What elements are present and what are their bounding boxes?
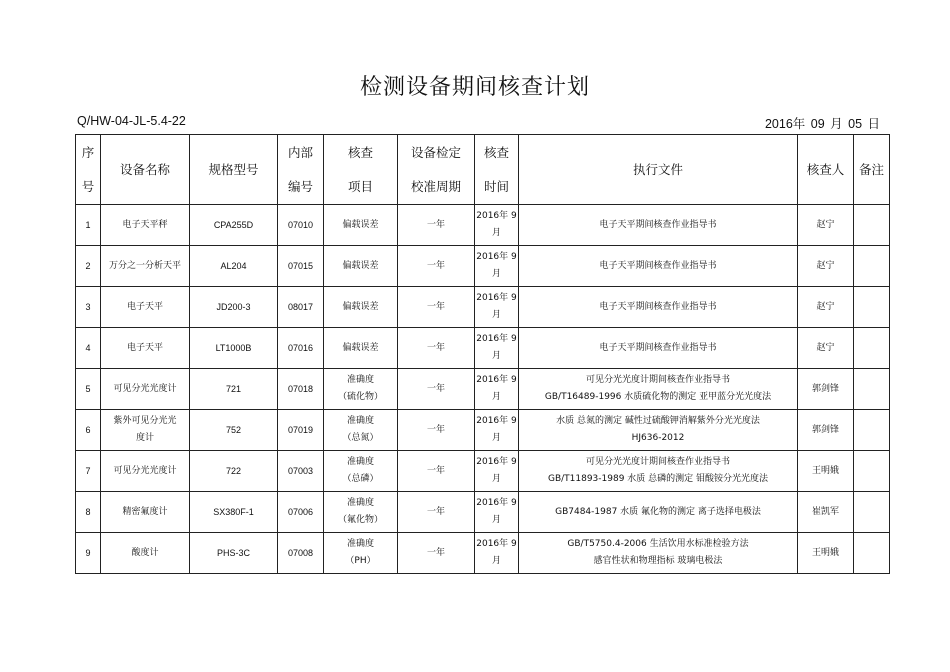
cell-cycle: 一年 — [398, 287, 475, 328]
table-row — [76, 328, 890, 369]
cell-time-line: 月 — [491, 474, 501, 484]
cell-checker: 赵宁 — [798, 287, 854, 328]
cell-time — [475, 533, 519, 574]
cell-name — [101, 205, 190, 246]
cell-time-line: 月 — [491, 515, 501, 525]
cell-item — [324, 533, 398, 574]
cell-doc-line: 电子天平期间核查作业指导书 — [599, 301, 717, 312]
cell-item — [324, 451, 398, 492]
cell-time-line: 2016年 9 — [476, 293, 517, 303]
cell-name — [101, 246, 190, 287]
table-row — [76, 246, 890, 287]
cell-seq: 6 — [76, 410, 101, 451]
cell-item — [324, 328, 398, 369]
cell-time-line: 2016年 9 — [476, 375, 517, 385]
cell-doc-line: HJ636-2012 — [631, 433, 685, 443]
cell-item — [324, 369, 398, 410]
cell-seq: 8 — [76, 492, 101, 533]
cell-time-line: 月 — [491, 269, 501, 279]
cell-name-line: 酸度计 — [131, 547, 159, 558]
cell-name — [101, 287, 190, 328]
cell-cycle: 一年 — [398, 205, 475, 246]
cell-name-line: 度计 — [135, 433, 154, 443]
table-body — [76, 205, 890, 574]
cell-cycle: 一年 — [398, 492, 475, 533]
cell-name — [101, 492, 190, 533]
table-row — [76, 205, 890, 246]
cell-checker: 郭剑锋 — [798, 410, 854, 451]
cell-name — [101, 410, 190, 451]
header-checker: 核查人 — [798, 135, 854, 205]
cell-cycle: 一年 — [398, 246, 475, 287]
cell-internal-no: 07015 — [278, 246, 324, 287]
header-item: 核查 项目 — [324, 135, 398, 205]
cell-name-line: 可见分光光度计 — [113, 383, 177, 394]
header-time: 核查 时间 — [475, 135, 519, 205]
cell-item — [324, 246, 398, 287]
cell-checker: 赵宁 — [798, 328, 854, 369]
cell-time-line: 2016年 9 — [476, 252, 517, 262]
cell-checker: 崔凯军 — [798, 492, 854, 533]
table-row — [76, 369, 890, 410]
cell-time-line: 月 — [491, 351, 501, 361]
cell-time-line: 2016年 9 — [476, 539, 517, 549]
cell-cycle: 一年 — [398, 328, 475, 369]
cell-name-line: 精密氟度计 — [122, 506, 168, 517]
cell-time-line: 月 — [491, 433, 501, 443]
cell-model: 721 — [190, 369, 278, 410]
table-row — [76, 492, 890, 533]
header-cycle: 设备检定 校准周期 — [398, 135, 475, 205]
cell-doc — [519, 410, 798, 451]
cell-cycle: 一年 — [398, 369, 475, 410]
cell-model: 752 — [190, 410, 278, 451]
cell-item-line: （PH） — [345, 556, 376, 566]
cell-doc-line: GB/T16489-1996 水质硫化物的测定 亚甲蓝分光光度法 — [544, 392, 772, 402]
cell-time — [475, 369, 519, 410]
header-remark: 备注 — [854, 135, 890, 205]
cell-item-line: 偏载误差 — [342, 219, 379, 230]
cell-item-line: （总磷） — [342, 474, 379, 484]
table-row — [76, 451, 890, 492]
cell-internal-no: 07018 — [278, 369, 324, 410]
cell-time — [475, 328, 519, 369]
cell-name-line: 电子天平 — [126, 342, 163, 353]
cell-doc-line: GB/T5750.4-2006 生活饮用水标准检验方法 — [567, 539, 749, 549]
document-code: Q/HW-04-JL-5.4-22 — [77, 114, 186, 128]
cell-doc-line: 水质 总氮的测定 碱性过硫酸钾消解紫外分光光度法 — [556, 416, 760, 426]
cell-cycle: 一年 — [398, 533, 475, 574]
cell-name — [101, 369, 190, 410]
cell-doc — [519, 492, 798, 533]
inspection-plan-table — [75, 134, 890, 574]
cell-time-line: 2016年 9 — [476, 416, 517, 426]
cell-doc — [519, 533, 798, 574]
header-doc: 执行文件 — [519, 135, 798, 205]
cell-item — [324, 205, 398, 246]
cell-doc-line: GB/T11893-1989 水质 总磷的测定 钼酸铵分光光度法 — [547, 474, 769, 484]
cell-item-line: （硫化物） — [337, 392, 383, 402]
cell-internal-no: 07006 — [278, 492, 324, 533]
cell-checker: 郭剑锋 — [798, 369, 854, 410]
cell-doc-line: 电子天平期间核查作业指导书 — [599, 260, 717, 271]
cell-checker: 王明娥 — [798, 451, 854, 492]
cell-doc — [519, 246, 798, 287]
cell-internal-no: 07010 — [278, 205, 324, 246]
cell-internal-no: 07008 — [278, 533, 324, 574]
cell-remark — [854, 533, 890, 574]
cell-time-line: 月 — [491, 310, 501, 320]
cell-remark — [854, 369, 890, 410]
cell-item-line: 准确度 — [346, 416, 374, 426]
cell-time — [475, 492, 519, 533]
cell-doc — [519, 369, 798, 410]
cell-doc-line: 电子天平期间核查作业指导书 — [599, 342, 717, 353]
cell-name-line: 电子天平 — [126, 301, 163, 312]
cell-time-line: 2016年 9 — [476, 457, 517, 467]
cell-seq: 4 — [76, 328, 101, 369]
cell-item — [324, 287, 398, 328]
cell-item — [324, 492, 398, 533]
cell-time — [475, 205, 519, 246]
cell-item-line: （氟化物） — [337, 515, 383, 525]
cell-model: SX380F-1 — [190, 492, 278, 533]
cell-name-line: 可见分光光度计 — [113, 465, 177, 476]
cell-time-line: 2016年 9 — [476, 211, 517, 221]
cell-model: 722 — [190, 451, 278, 492]
header-internal-no: 内部 编号 — [278, 135, 324, 205]
cell-item-line: 准确度 — [346, 539, 374, 549]
cell-item-line: 偏载误差 — [342, 260, 379, 271]
cell-model: LT1000B — [190, 328, 278, 369]
cell-doc-line: 可见分光光度计期间核查作业指导书 — [585, 457, 730, 467]
cell-remark — [854, 246, 890, 287]
cell-name — [101, 533, 190, 574]
cell-internal-no: 08017 — [278, 287, 324, 328]
cell-name-line: 电子天平秤 — [122, 219, 168, 230]
cell-time-line: 2016年 9 — [476, 498, 517, 508]
cell-time-line: 月 — [491, 556, 501, 566]
cell-name — [101, 328, 190, 369]
cell-time — [475, 410, 519, 451]
cell-doc-line: 感官性状和物理指标 玻璃电极法 — [593, 556, 723, 566]
cell-remark — [854, 451, 890, 492]
cell-cycle: 一年 — [398, 410, 475, 451]
cell-remark — [854, 492, 890, 533]
cell-remark — [854, 328, 890, 369]
header-model: 规格型号 — [190, 135, 278, 205]
cell-model: PHS-3C — [190, 533, 278, 574]
cell-model: AL204 — [190, 246, 278, 287]
header-row — [76, 135, 890, 205]
table-row — [76, 287, 890, 328]
cell-time — [475, 246, 519, 287]
header-seq: 序 号 — [76, 135, 101, 205]
table-row — [76, 533, 890, 574]
cell-doc — [519, 287, 798, 328]
cell-remark — [854, 410, 890, 451]
cell-model: JD200-3 — [190, 287, 278, 328]
cell-checker: 赵宁 — [798, 246, 854, 287]
cell-item-line: 准确度 — [346, 375, 374, 385]
header-name: 设备名称 — [101, 135, 190, 205]
cell-time-line: 月 — [491, 392, 501, 402]
cell-time — [475, 287, 519, 328]
cell-time-line: 月 — [491, 228, 501, 238]
cell-remark — [854, 287, 890, 328]
table-row — [76, 410, 890, 451]
cell-item-line: 偏载误差 — [342, 301, 379, 312]
document-title: 检测设备期间核查计划 — [359, 75, 590, 100]
cell-item-line: 准确度 — [346, 498, 374, 508]
cell-doc-line: GB7484-1987 水质 氟化物的测定 离子选择电极法 — [555, 506, 761, 517]
cell-internal-no: 07016 — [278, 328, 324, 369]
cell-time-line: 2016年 9 — [476, 334, 517, 344]
cell-seq: 2 — [76, 246, 101, 287]
cell-seq: 1 — [76, 205, 101, 246]
document-date: 2016年 09 月 05 日 — [764, 117, 880, 131]
cell-cycle: 一年 — [398, 451, 475, 492]
cell-checker: 王明娥 — [798, 533, 854, 574]
cell-item — [324, 410, 398, 451]
cell-doc — [519, 205, 798, 246]
cell-seq: 5 — [76, 369, 101, 410]
cell-doc — [519, 451, 798, 492]
cell-model: CPA255D — [190, 205, 278, 246]
cell-doc — [519, 328, 798, 369]
cell-item-line: （总氮） — [342, 433, 379, 443]
cell-internal-no: 07003 — [278, 451, 324, 492]
cell-item-line: 准确度 — [346, 457, 374, 467]
cell-name — [101, 451, 190, 492]
cell-checker: 赵宁 — [798, 205, 854, 246]
cell-seq: 7 — [76, 451, 101, 492]
cell-remark — [854, 205, 890, 246]
cell-time — [475, 451, 519, 492]
cell-doc-line: 可见分光光度计期间核查作业指导书 — [585, 375, 730, 385]
cell-name-line: 万分之一分析天平 — [108, 260, 181, 271]
cell-doc-line: 电子天平期间核查作业指导书 — [599, 219, 717, 230]
cell-seq: 9 — [76, 533, 101, 574]
cell-name-line: 紫外可见分光光 — [113, 416, 177, 426]
cell-internal-no: 07019 — [278, 410, 324, 451]
cell-item-line: 偏载误差 — [342, 342, 379, 353]
cell-seq: 3 — [76, 287, 101, 328]
